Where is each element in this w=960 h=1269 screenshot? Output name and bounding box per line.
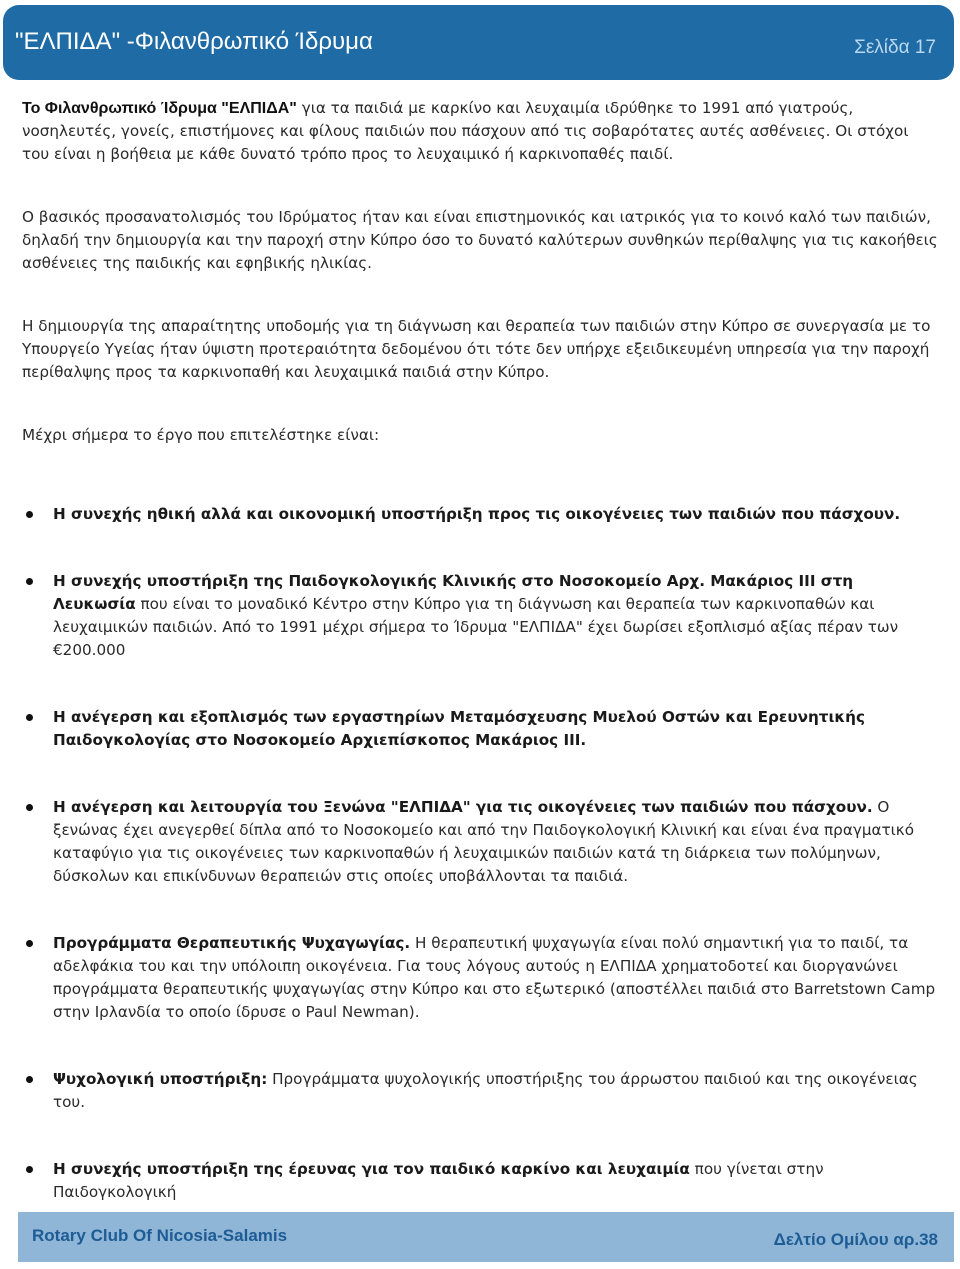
list-item [22, 503, 940, 526]
intro-text: για τα παιδιά με καρκίνο και λευχαιμία ιδρύθηκε το 1991 από γιατρούς, νοσηλευτές, γονείς, επιστήμονες και φίλους παιδιών που πάσχουν από τις σοβαρότατες αυτές ασθένειες. Οι στόχοι του είναι η βοήθεια με κάθε δυνατό τρόπο προς το λευχαιμικό ή καρκινοπαθές παιδί. [22, 99, 909, 163]
bulletin-number: Δελτίο Ομίλου αρ.38 [773, 1230, 938, 1249]
list-item [22, 570, 940, 662]
list-item-text: Προγράμματα ψυχολογικής υποστήριξης του άρρωστου παιδιού και της οικογένειας του. [53, 1070, 918, 1111]
list-item-bold: Η ανέγερση και λειτουργία του Ξενώνα "ΕΛΠΙΔΑ" για τις οικογένειες των παιδιών που πάσχουν. [53, 798, 873, 816]
list-item-text: Ο ξενώνας έχει ανεγερθεί δίπλα από το Νοσοκομείο και από την Παιδογκολογική Κλινική και είναι ένα πραγματικό καταφύγιο για τις οικογένειες των καρκινοπαθών ή λευχαιμικών παιδιών κατά τη διάρκεια των πολύμηνων, δύσκολων και επικίνδυνων θεραπειών στις οποίες υποβάλλονται τα παιδιά. [53, 798, 915, 885]
achievements-lead: Μέχρι σήμερα το έργο που επιτελέστηκε είναι: [22, 426, 380, 444]
page-number: Σελίδα 17 [854, 37, 936, 58]
list-item-bold: Ψυχολογική υποστήριξη: [53, 1070, 268, 1088]
list-item-bold: Προγράμματα Θεραπευτικής Ψυχαγωγίας. [53, 934, 411, 952]
list-item-text: Η θεραπευτική ψυχαγωγία είναι πολύ σημαντική για το παιδί, τα αδελφάκια του και την υπόλοιπη οικογένεια. Για τους λόγους αυτούς η ΕΛΠΙΔΑ χρηματοδοτεί και διοργανώνει προγράμματα θεραπευτικής ψυχαγωγίας στην Κύπρο και στο εξωτερικό (αποστέλλει παιδιά στο Barretstown Camp στην Ιρλανδία το οποίο ίδρυσε ο Paul Newman). [53, 934, 936, 1021]
header-banner [3, 5, 954, 80]
document-title: "ΕΛΠΙΔΑ" -Φιλανθρωπικό Ίδρυμα [15, 28, 373, 55]
footer-bar [18, 1212, 954, 1262]
list-item [22, 706, 940, 752]
list-item-text: που γίνεται στην Παιδογκολογική [53, 1160, 824, 1201]
infrastructure-paragraph: Η δημιουργία της απαραίτητης υποδομής για τη διάγνωση και θεραπεία των παιδιών στην Κύπρο σε συνεργασία με το Υπουργείο Υγείας ήταν ύψιστη προτεραιότητα δεδομένου ότι τότε δεν υπήρχε εξειδικευμένη υπηρεσία για την παροχή περίθαλψης προς τα καρκινοπαθή και λευχαιμικά παιδιά στην Κύπρο. [22, 317, 931, 381]
list-item [22, 1068, 940, 1114]
list-item [22, 932, 940, 1024]
intro-bold: Το Φιλανθρωπικό Ίδρυμα "ΕΛΠΙΔΑ" [22, 100, 297, 117]
list-item [22, 796, 940, 888]
intro-paragraph [22, 97, 940, 166]
list-item-bold: Η συνεχής υποστήριξη της Παιδογκολογικής Κλινικής στο Νοσοκομείο Αρχ. Μακάριος ΙΙΙ στη Λευκωσία [53, 572, 854, 613]
article-body [22, 97, 940, 1204]
achievements-list [22, 503, 940, 1204]
list-item [22, 1158, 940, 1204]
list-item-bold: Η συνεχής ηθική αλλά και οικονομική υποστήριξη προς τις οικογένειες των παιδιών που πάσχουν. [53, 505, 901, 523]
club-name: Rotary Club Of Nicosia-Salamis [32, 1226, 288, 1245]
orientation-paragraph: Ο βασικός προσανατολισμός του Ιδρύματος ήταν και είναι επιστημονικός και ιατρικός για το κοινό καλό των παιδιών, δηλαδή την δημιουργία και την παροχή στην Κύπρο όσο το δυνατό καλύτερων συνθηκών περίθαλψης για τις κακοήθεις ασθένειες της παιδικής και εφηβικής ηλικίας. [22, 208, 938, 272]
list-item-text: που είναι το μοναδικό Κέντρο στην Κύπρο για τη διάγνωση και θεραπεία των καρκινοπαθών και λευχαιμικών παιδιών. Από το 1991 μέχρι σήμερα το Ίδρυμα "ΕΛΠΙΔΑ" έχει δωρίσει εξοπλισμό αξίας πέραν των €200.000 [53, 595, 899, 659]
list-item-bold: Η ανέγερση και εξοπλισμός των εργαστηρίων Μεταμόσχευσης Μυελού Οστών και Ερευνητικής Παιδογκολογίας στο Νοσοκομείο Αρχιεπίσκοπος Μακάριος ΙΙΙ. [53, 708, 865, 749]
list-item-bold: Η συνεχής υποστήριξη της έρευνας για τον παιδικό καρκίνο και λευχαιμία [53, 1160, 690, 1178]
